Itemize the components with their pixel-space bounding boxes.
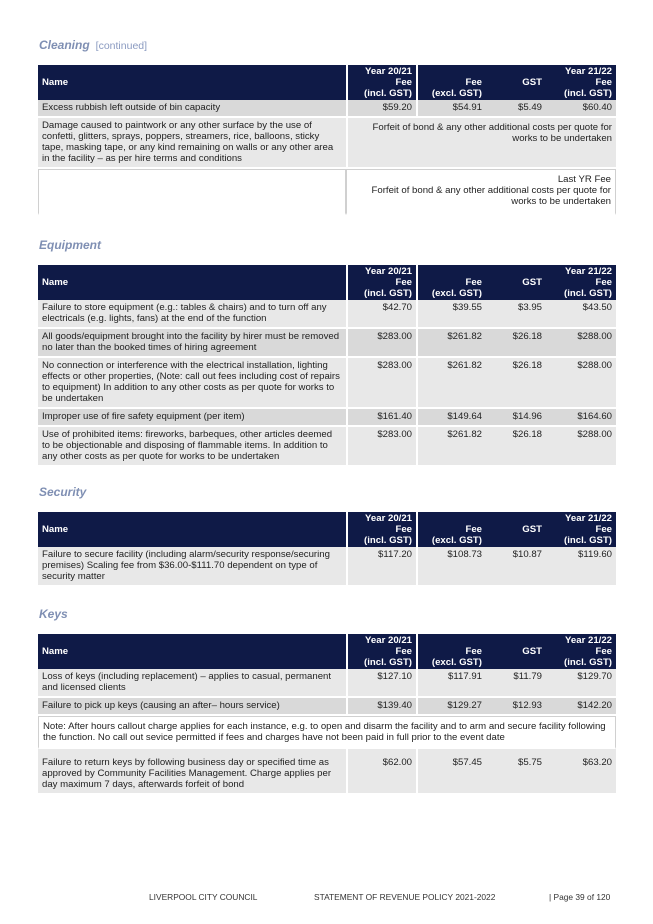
section-heading: Keys <box>39 607 68 621</box>
row-fee-incl: $60.40 <box>546 100 616 118</box>
row-fee-incl: $288.00 <box>546 427 616 467</box>
row-gst: $3.95 <box>486 300 546 329</box>
row-prev-fee: $42.70 <box>346 300 416 329</box>
table-row <box>38 427 616 467</box>
security-fees-table <box>38 512 616 587</box>
row-fee-excl: $108.73 <box>416 547 486 587</box>
row-fee-incl: $43.50 <box>546 300 616 329</box>
row-note: Forfeit of bond & any other additional costs per quote for works to be undertaken <box>346 118 616 169</box>
row-fee-incl: $63.20 <box>546 749 616 795</box>
table-row <box>38 100 616 118</box>
row-fee-incl: $288.00 <box>546 329 616 358</box>
col-name: Name <box>38 265 346 300</box>
row-fee-excl: $261.82 <box>416 358 486 409</box>
row-fee-incl: $119.60 <box>546 547 616 587</box>
section-heading: Cleaning <box>39 38 90 52</box>
col-gst: GST <box>486 65 546 100</box>
col-name: Name <box>38 634 346 669</box>
row-fee-excl: $54.91 <box>416 100 486 118</box>
row-note-text: Forfeit of bond & any other additional costs per quote for works to be undertaken <box>371 185 611 207</box>
last-yr-fee-label: Last YR Fee <box>557 174 611 185</box>
keys-fees-table <box>38 634 616 795</box>
row-prev-fee: $161.40 <box>346 409 416 427</box>
table-header <box>38 265 616 300</box>
row-fee-incl: $129.70 <box>546 669 616 698</box>
row-name: Loss of keys (including replacement) – applies to casual, permanent and licensed clients <box>38 669 346 698</box>
row-fee-incl: $288.00 <box>546 358 616 409</box>
section-title-security <box>39 485 86 499</box>
col-prev-fee: Year 20/21 Fee (incl. GST) <box>346 265 416 300</box>
section-heading: Equipment <box>39 238 101 252</box>
row-prev-fee: $62.00 <box>346 749 416 795</box>
row-fee-excl: $39.55 <box>416 300 486 329</box>
col-prev-fee: Year 20/21 Fee (incl. GST) <box>346 65 416 100</box>
row-name: Failure to return keys by following business day or specified time as approved by Community Facilities Management. Charge applies per day maximum 7 days, afterwards forfeit of bond <box>38 749 346 795</box>
row-gst: $5.49 <box>486 100 546 118</box>
row-gst: $26.18 <box>486 427 546 467</box>
table-row <box>38 547 616 587</box>
table-row <box>38 358 616 409</box>
row-fee-excl: $261.82 <box>416 329 486 358</box>
equipment-fees-table <box>38 265 616 467</box>
row-note <box>346 169 616 215</box>
table-row <box>38 669 616 698</box>
col-fee-excl: Fee (excl. GST) <box>416 634 486 669</box>
row-fee-incl: $164.60 <box>546 409 616 427</box>
row-name: Damage caused to paintwork or any other surface by the use of confetti, glitters, sprays, poppers, streamers, rice, balloons, sticky tape, masking tape, or any kind remaining on walls or any other area in the facility – as per hire terms and conditions <box>38 118 346 169</box>
row-name: Failure to store equipment (e.g.: tables & chairs) and to turn off any electricals (e.g. lights, fans) at the end of the function <box>38 300 346 329</box>
row-gst: $5.75 <box>486 749 546 795</box>
table-header <box>38 634 616 669</box>
footer-org: LIVERPOOL CITY COUNCIL <box>149 892 258 902</box>
row-fee-excl: $117.91 <box>416 669 486 698</box>
row-prev-fee: $117.20 <box>346 547 416 587</box>
table-row <box>38 300 616 329</box>
table-header <box>38 65 616 100</box>
row-name: Improper use of fire safety equipment (per item) <box>38 409 346 427</box>
table-row <box>38 169 616 215</box>
row-prev-fee: $283.00 <box>346 427 416 467</box>
section-title-cleaning <box>39 38 147 52</box>
table-header <box>38 512 616 547</box>
section-heading: Security <box>39 485 87 499</box>
row-fee-incl: $142.20 <box>546 698 616 716</box>
row-prev-fee: $127.10 <box>346 669 416 698</box>
col-fee-incl: Year 21/22 Fee (incl. GST) <box>546 265 616 300</box>
row-fee-excl: $149.64 <box>416 409 486 427</box>
footer-doc-title: STATEMENT OF REVENUE POLICY 2021-2022 <box>314 892 496 902</box>
col-name: Name <box>38 512 346 547</box>
col-fee-excl: Fee (excl. GST) <box>416 65 486 100</box>
col-gst: GST <box>486 512 546 547</box>
table-row <box>38 409 616 427</box>
col-prev-fee: Year 20/21 Fee (incl. GST) <box>346 512 416 547</box>
row-gst: $14.96 <box>486 409 546 427</box>
col-fee-incl: Year 21/22 Fee (incl. GST) <box>546 634 616 669</box>
col-fee-excl: Fee (excl. GST) <box>416 265 486 300</box>
row-name-empty <box>38 169 346 215</box>
cleaning-fees-table <box>38 65 616 215</box>
row-name: Use of prohibited items: fireworks, barbeques, other articles deemed to be objectionable and disposing of flammable items. In addition to any other costs as per quote for works to be undertaken <box>38 427 346 467</box>
row-name: Failure to pick up keys (causing an after– hours service) <box>38 698 346 716</box>
col-fee-incl: Year 21/22 Fee (incl. GST) <box>546 512 616 547</box>
row-prev-fee: $139.40 <box>346 698 416 716</box>
row-name: All goods/equipment brought into the facility by hirer must be removed no later than the booked times of hiring agreement <box>38 329 346 358</box>
row-name: No connection or interference with the electrical installation, lighting effects or other properties, (Note: call out fees including cost of repairs to equipment) In addition to any other costs as per quote for works to be undertaken <box>38 358 346 409</box>
row-fee-excl: $261.82 <box>416 427 486 467</box>
col-gst: GST <box>486 265 546 300</box>
row-fee-excl: $129.27 <box>416 698 486 716</box>
section-title-keys <box>39 607 68 621</box>
table-row <box>38 118 616 169</box>
table-row <box>38 716 616 749</box>
continued-label: [continued] <box>95 40 148 52</box>
row-gst: $26.18 <box>486 358 546 409</box>
row-gst: $11.79 <box>486 669 546 698</box>
section-title-equipment <box>39 238 101 252</box>
row-gst: $10.87 <box>486 547 546 587</box>
col-fee-excl: Fee (excl. GST) <box>416 512 486 547</box>
col-name: Name <box>38 65 346 100</box>
col-fee-incl: Year 21/22 Fee (incl. GST) <box>546 65 616 100</box>
row-gst: $26.18 <box>486 329 546 358</box>
col-gst: GST <box>486 634 546 669</box>
row-prev-fee: $283.00 <box>346 358 416 409</box>
table-row <box>38 329 616 358</box>
row-name: Excess rubbish left outside of bin capacity <box>38 100 346 118</box>
row-name: Failure to secure facility (including alarm/security response/securing premises) Scaling fee from $36.00-$111.70 dependent on type of security matter <box>38 547 346 587</box>
row-note: Note: After hours callout charge applies for each instance, e.g. to open and disarm the facility and to arm and secure facility following the function. No call out sevice permitted if fees and charges have not been paid in full prior to the event date <box>38 716 616 749</box>
row-gst: $12.93 <box>486 698 546 716</box>
col-prev-fee: Year 20/21 Fee (incl. GST) <box>346 634 416 669</box>
row-prev-fee: $283.00 <box>346 329 416 358</box>
row-fee-excl: $57.45 <box>416 749 486 795</box>
table-row <box>38 698 616 716</box>
table-row <box>38 749 616 795</box>
row-prev-fee: $59.20 <box>346 100 416 118</box>
footer-page-number: | Page 39 of 120 <box>549 892 611 902</box>
